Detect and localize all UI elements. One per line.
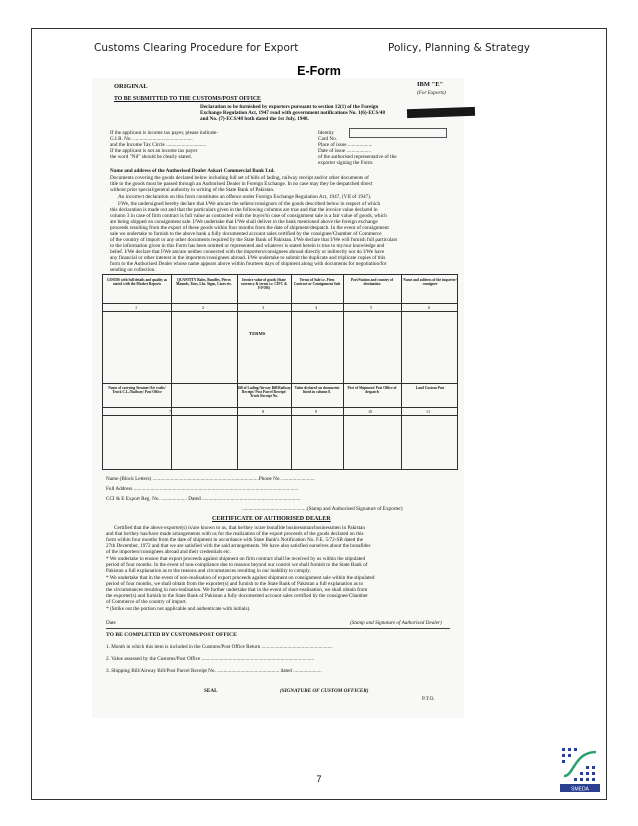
form-right2: Card No. — [318, 136, 338, 142]
goods-col-1: GOODS with full details and quality as stated with the Market Reports — [106, 278, 168, 287]
form-p3j: any financial or other interest in the importers/consignees abroad. I/We undertake to submit the duplicate and triplicate copies of this — [110, 255, 386, 261]
page-number: 7 — [316, 774, 322, 784]
form-dealer: Name and address of the Authorised Dealer Askari Commercial Bank Ltd. — [110, 168, 275, 174]
goods-col-2: QUANTITY Bales, Bundles, Pieces Maunds, Tons, Lbs. Signs, Cases etc. — [176, 278, 232, 287]
form-cci: CCI & E Export Reg. No. .................... Dated ............................................................................ — [106, 496, 301, 502]
goods-num-2: 2 — [202, 305, 205, 310]
form-right6: exporter signing the Form. — [318, 160, 374, 166]
form-left2: G.I.R. No. .............................................. — [110, 136, 193, 142]
form-right4: Date of issue ................... — [318, 148, 372, 154]
ship-num-9: 9 — [315, 409, 318, 414]
form-p1c: without prior special/general authority in writing of the State Bank of Pakistan. — [110, 187, 275, 193]
form-for-exports: (For Exports) — [417, 90, 446, 96]
cert-c1b: and that he/they has/have made arrangements with us for the realization of the export proceeds of the goods declared on this — [106, 531, 364, 537]
cert-c1d: 27th December, 1972 and that we are satisfied with the said arrangements. We have also satisfied ourselves about the bonafides — [106, 543, 371, 549]
cert-strike: * (Strike out the portion not applicable and authenticate with initials). — [106, 606, 251, 612]
form-p1a: Documents covering the goods declared below including full set of bills of lading, railway receipt and/or other documents of — [110, 175, 369, 181]
ship-num-7: 7 — [169, 409, 172, 414]
form-address: Full Address ............................................................................................................................... — [106, 486, 299, 492]
smeda-logo — [560, 746, 600, 792]
form-dealer-sig: (Stamp and Signature of Authorised Dealer) — [350, 620, 442, 626]
ship-num-11: 11 — [426, 409, 431, 414]
form-p3i: belief. I/We declare that I/We am/are neither connected with the importers/consignees abroad directly or indirectly nor do I/We have — [110, 249, 385, 255]
cert-c3c: the circumstances resulting in non-realisation. We further undertake that in the event of short-realisation, we shall obtain from — [106, 587, 368, 593]
ship-col-9: Value declared on documents listed in column 8. — [294, 386, 340, 395]
scanned-form — [92, 78, 464, 718]
form-p3c: column 3 in case of firm contract is full value as contracted with the buyer/in case of consignment sale is a fair value of goods, which — [110, 213, 387, 219]
goods-num-5: 5 — [370, 305, 373, 310]
cert-c3a: * We undertake that in the event of non-realisation of export proceeds against shipment on consignment sale within the stipulated — [106, 575, 375, 581]
header-left: Customs Clearing Procedure for Export — [94, 42, 299, 54]
goods-num-4: 4 — [315, 305, 318, 310]
ship-num-8: 8 — [262, 409, 265, 414]
goods-col-3: Invoice value of goods (State currency & terms i.e. CIFC & F/FOB) — [240, 278, 288, 291]
custom-officer-sig: (SIGNATURE OF CUSTOM OFFICER) — [280, 688, 369, 694]
cert-c2c: Pakistan a full explanation as to the reasons and circumstances resulting in our inability to comply. — [106, 568, 311, 574]
form-p2: An incorrect declaration on this form constitutes an offence under Foreign Exchange Regulation Act, 1947, (VII of 1947). — [118, 194, 372, 200]
form-left4: If the applicant is not an income tax payer — [110, 148, 198, 154]
goods-num-1: 1 — [135, 305, 138, 310]
form-left3: and the Income Tax Circle ............................... — [110, 142, 207, 148]
customs-title: TO BE COMPLETED BY CUSTOMS/POST OFFICE — [106, 632, 237, 638]
form-stamp-exporter: ..................................................(Stamp and Authorised Signature of Exporter) — [242, 506, 403, 512]
form-ibm: IBM "E" — [417, 81, 444, 88]
cert-c2b: period of four months. In the event of non-compliance due to reasons beyond our control we shall furnish to the State Bank of — [106, 562, 368, 568]
form-p3a: I/We, the undersigned hereby declare that I/We am/are the sellers/consignors of the goods described below in respect of which — [118, 201, 381, 207]
form-name: Name (Block Letters) ..................................................................................Phone No. ......................... — [106, 476, 315, 482]
seal-text: SEAL — [204, 688, 218, 694]
form-right5: of the authorised representative of the — [318, 154, 397, 160]
ship-col-7: Name of carrying Steamer/Air crafts/ Truck C.L./Railway/ Post Office — [108, 386, 166, 395]
goods-num-3: 3 — [262, 305, 265, 310]
cert-c1c: form within four months from the date of shipment in accordance with State Bank's Notification No. F.E. 5/72-SB dated the — [106, 537, 363, 543]
customs-l3: 3. Shipping Bill/Airway Bill/Post Parcel Receipt No. ................................................ dated ...................... — [106, 668, 322, 674]
ship-col-8: Bill of Lading/Airway Bill/Railway Receipt/ Post Parcel Receipt/ Truck Receipt No. — [237, 386, 291, 399]
form-p3d: are being shipped on consignment sale. I/We undertake that I/We shall deliver to the bank mentioned above the foreign exchange — [110, 219, 378, 225]
form-right3: Place of issue ................... — [318, 142, 373, 148]
ship-num-10: 10 — [368, 409, 373, 414]
form-left1: If the applicant is income tax payer, please indicate- — [110, 130, 218, 136]
cert-c1e: of the importers/consignees abroad and their credentials etc. — [106, 549, 231, 555]
header-right: Policy, Planning & Strategy — [388, 42, 530, 54]
form-p3e: proceeds resulting from the export of these goods within four months from the date of shipment/despatch. In the event of consignment — [110, 225, 389, 231]
form-decl2: Exchange Regulation Act, 1947 read with government notifications No. 1(6)-ECS/48 — [200, 110, 386, 116]
form-p3f: sale we undertake to furnish to the above bank a fully documented account sales certified by the consignee/Chamber of Commerce — [110, 231, 382, 237]
form-p3h: to the information given in this Form has been omitted or represented and whatever is stated herein is true to my/our knowledge and — [110, 243, 385, 249]
form-decl3: and No. (7)-ECS/48 both dated the 1st July, 1948. — [200, 116, 309, 122]
cert-c3b: period of four months, we shall obtain from the exporter(s) and furnish to the State Bank of Pakistan a full explanation as to — [106, 581, 364, 587]
form-left5: the word "Nil" should be clearly stated. — [110, 154, 192, 160]
cert-c1a: Certified that the above exporter(s) is/are known to us, that he/they is/are bonafide businessman/businessmen in Pakistan — [114, 525, 365, 531]
goods-col-4: Terms of Sale i.e. Firm Contract or Consignment Sale — [293, 278, 341, 287]
cert-c3d: the exporter(s) and furnish to the State Bank of Pakistan a fully documented account sales certified by the consignee/Chamber — [106, 593, 368, 599]
goods-col-5: Port/Station and country of destination — [350, 278, 394, 287]
form-date: Date — [106, 620, 116, 626]
goods-num-6: 6 — [428, 305, 431, 310]
form-p3b: this declaration is made out and that the particulars given in the following columns are true and that the invoice value declared in — [110, 207, 378, 213]
pto-text: P.T.O. — [422, 696, 435, 702]
customs-l2: 2. Value assessed by the Customs/Post Office ....................................................................................... — [106, 656, 315, 662]
form-p3g: of the country of import or any other documents required by the State Bank of Pakistan. I/We declare that I/We will furnish full particulars — [110, 237, 398, 243]
goods-col-6: Name and address of the importer/ consignee — [403, 278, 457, 287]
form-p1b: title to the goods must be passed through an Authorised Dealer in Foreign Exchange. In no case may they be despatched direct — [110, 181, 373, 187]
customs-l1: 1. Month in which this item is included in the Customs/Post Office Return ....................................................... — [106, 644, 333, 650]
terms-text: TERMS — [249, 331, 266, 336]
cert-c3e: of Commerce of the country of import. — [106, 599, 187, 605]
identity-boxes — [349, 128, 447, 138]
cert-c2a: * We undertake to ensure that export proceeds against shipment on firm contract shall be received by us within the stipulated — [106, 556, 366, 562]
form-submit: TO BE SUBMITTED TO THE CUSTOMS/POST OFFICE — [114, 96, 261, 102]
ship-col-11: Land Custom Post — [415, 386, 445, 390]
cert-title: CERTIFICATE OF AUTHORISED DEALER — [212, 516, 331, 522]
svg-text:SMEDA: SMEDA — [571, 786, 589, 792]
form-original: ORIGINAL — [114, 83, 148, 90]
form-p3l: sending on collection. — [110, 267, 156, 273]
form-decl1: Declaration to be furnished by exporters pursuant to section 12(1) of the Foreign — [200, 104, 379, 110]
form-p3k: form to the Authorised Dealer whose name appears above within fourteen days of shipment along with documents for negotiation/for — [110, 261, 387, 267]
ship-col-10: Port of Shipment/ Post Office of despatch — [347, 386, 397, 395]
page-title: E-Form — [297, 64, 341, 78]
goods-table — [102, 274, 458, 470]
divider — [106, 628, 450, 629]
form-right1: Identity — [318, 130, 335, 136]
